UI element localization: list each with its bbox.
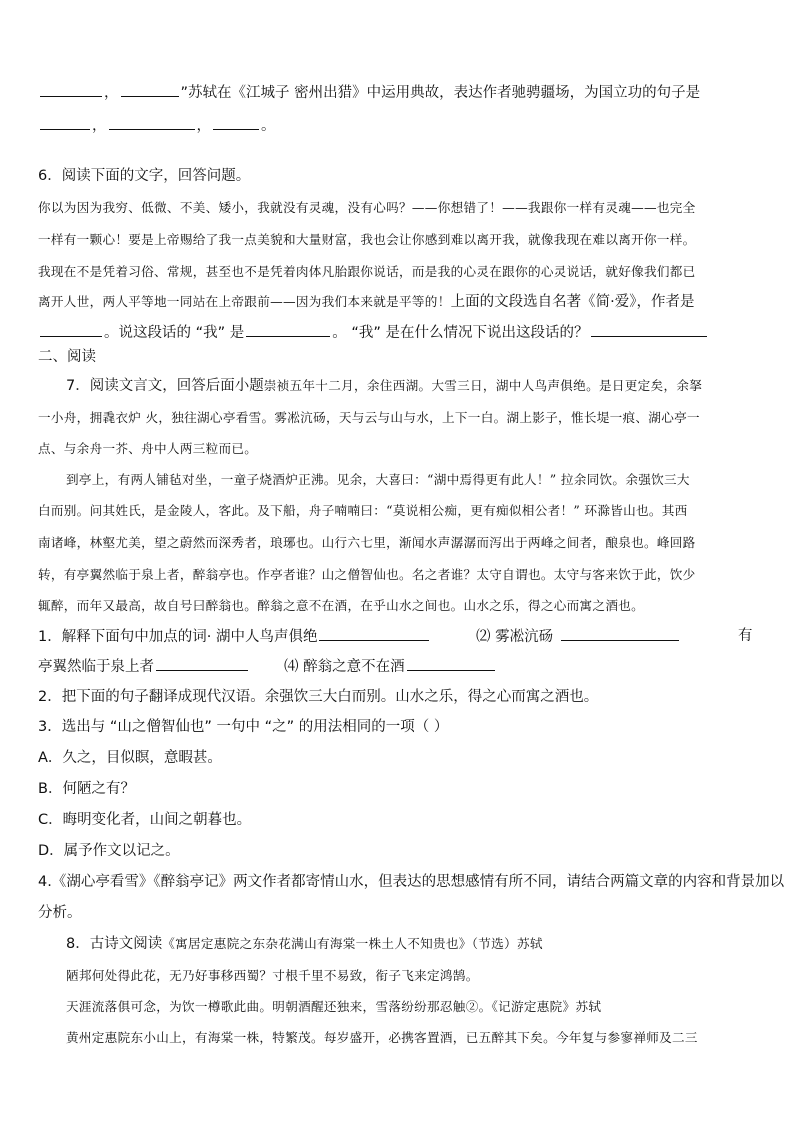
answer-blank[interactable]: [561, 626, 679, 641]
option-c[interactable]: C．晦明变化者，山间之朝暮也。: [38, 812, 252, 828]
answer-blank[interactable]: [213, 115, 259, 130]
question-8-title: 8．古诗文阅读《寓居定惠院之东杂花满山有海棠一株土人不知贵也》（节选）苏轼: [66, 936, 543, 952]
answer-blank[interactable]: [156, 656, 248, 671]
answer-blank[interactable]: [407, 656, 495, 671]
line-jiangchengzi: ， ”苏轼在《江城子 密州出猎》中运用典故，表达作者驰骋疆场，为国立功的句子是: [38, 82, 700, 103]
passage-line: 你以为因为我穷、低微、不美、矮小，我就没有灵魂，没有心吗？——你想错了！——我跟你一样有灵魂——也完全: [38, 200, 696, 215]
subquestion-1-item2: ⑵ 雾凇沆砀: [476, 626, 681, 647]
answer-blank[interactable]: [40, 82, 102, 97]
line-blanks: ， ， 。: [38, 115, 276, 136]
answer-blank[interactable]: [246, 322, 330, 337]
subquestion-3: 3．选出与 “山之僧智仙也” 一句中 “之” 的用法相同的一项（ ）: [38, 719, 449, 735]
passage-line: 一样有一颗心！要是上帝赐给了我一点美貌和大量财富，我也会让你感到难以离开我，就像我现在难以离开你一样。: [38, 232, 696, 247]
answer-blank[interactable]: [319, 626, 429, 641]
passage-line: 我现在不是凭着习俗、常规，甚至也不是凭着肉体凡胎跟你说话，而是我的心灵在跟你的心灵说话，就好像我们都已: [38, 264, 696, 279]
answer-blank[interactable]: [591, 322, 707, 337]
subquestion-1-item3: 有: [738, 628, 753, 644]
option-a[interactable]: A．久之，目似瞑，意暇甚。: [38, 750, 222, 766]
passage-line: 一小舟，拥毳衣炉 火，独往湖心亭看雪。雾凇沆砀，天与云与山与水，上下一白。湖上影子，惟长堤一痕、湖心亭一: [38, 410, 700, 425]
passage-line: 南诸峰，林壑尤美，望之蔚然而深秀者，琅琊也。山行六七里，渐闻水声潺潺而泻出于两峰之间者，酿泉也。峰回路: [38, 535, 696, 550]
answer-blank[interactable]: [40, 322, 102, 337]
subquestion-1-line2: 亭翼然临于泉上者: [38, 656, 250, 677]
passage-line: 黄州定惠院东小山上，有海棠一株，特繁茂。每岁盛开，必携客置酒，已五醉其下矣。今年复与参寥禅师及二三: [66, 1030, 698, 1045]
answer-blank[interactable]: [40, 115, 90, 130]
section-heading: 二、阅读: [38, 349, 96, 365]
question-7-title: 7．阅读文言文，回答后面小题崇祯五年十二月，余住西湖。大雪三日，湖中人鸟声俱绝。是日更定矣，余拏: [66, 378, 703, 394]
poem-line: 陋邦何处得此花，无乃好事移西蜀？寸根千里不易致，衔子飞来定鸿鹄。: [66, 968, 479, 983]
passage-line: 离开人世，两人平等地一同站在上帝跟前——因为我们本来就是平等的！上面的文段选自名著《简·爱》，作者是: [38, 294, 695, 310]
passage-line: 白而别。问其姓氏，是金陵人，客此。及下船，舟子喃喃曰：“莫说相公痴，更有痴似相公者！” 环滁皆山也。其西: [38, 503, 688, 518]
option-b[interactable]: B．何陋之有？: [38, 781, 135, 797]
answer-blank[interactable]: [121, 82, 179, 97]
answer-blank[interactable]: [109, 115, 195, 130]
passage-line: 到亭上，有两人铺毡对坐，一童子烧酒炉正沸。见余，大喜曰：“湖中焉得更有此人！” 拉余同饮。余强饮三大: [66, 472, 690, 487]
passage-line: 点、与余舟一芥、舟中人两三粒而已。: [38, 441, 258, 456]
subquestion-2: 2．把下面的句子翻译成现代汉语。余强饮三大白而别。山水之乐，得之心而寓之酒也。: [38, 689, 599, 705]
passage-line: 辄醉，而年又最高，故自号曰醉翁也。醉翁之意不在酒，在乎山水之间也。山水之乐，得之心而寓之酒也。: [38, 598, 645, 613]
question-6-title: 6．阅读下面的文字，回答问题。: [38, 168, 251, 184]
question-6-prompt: 。说这段话的 “我” 是 。 “我” 是在什么情况下说出这段话的？: [38, 322, 709, 343]
subquestion-1: 1．解释下面句中加点的词· 湖中人鸟声俱绝: [38, 626, 431, 647]
subquestion-4-cont: 分析。: [38, 905, 82, 921]
option-d[interactable]: D．属予作文以记之。: [38, 843, 180, 859]
poem-line: 天涯流落俱可念，为饮一樽歌此曲。明朝酒醒还独来，雪落纷纷那忍触②。《记游定惠院》苏轼: [66, 999, 602, 1014]
subquestion-1-item4: ⑷ 醉翁之意不在酒: [284, 656, 497, 677]
subquestion-4: 4.《湖心亭看雪》《醉翁亭记》两文作者都寄情山水，但表达的思想感情有所不同，请结合两篇文章的内容和背景加以: [38, 874, 785, 890]
passage-line: 转，有亭翼然临于泉上者，醉翁亭也。作亭者谁？山之僧智仙也。名之者谁？太守自谓也。太守与客来饮于此，饮少: [38, 567, 696, 582]
